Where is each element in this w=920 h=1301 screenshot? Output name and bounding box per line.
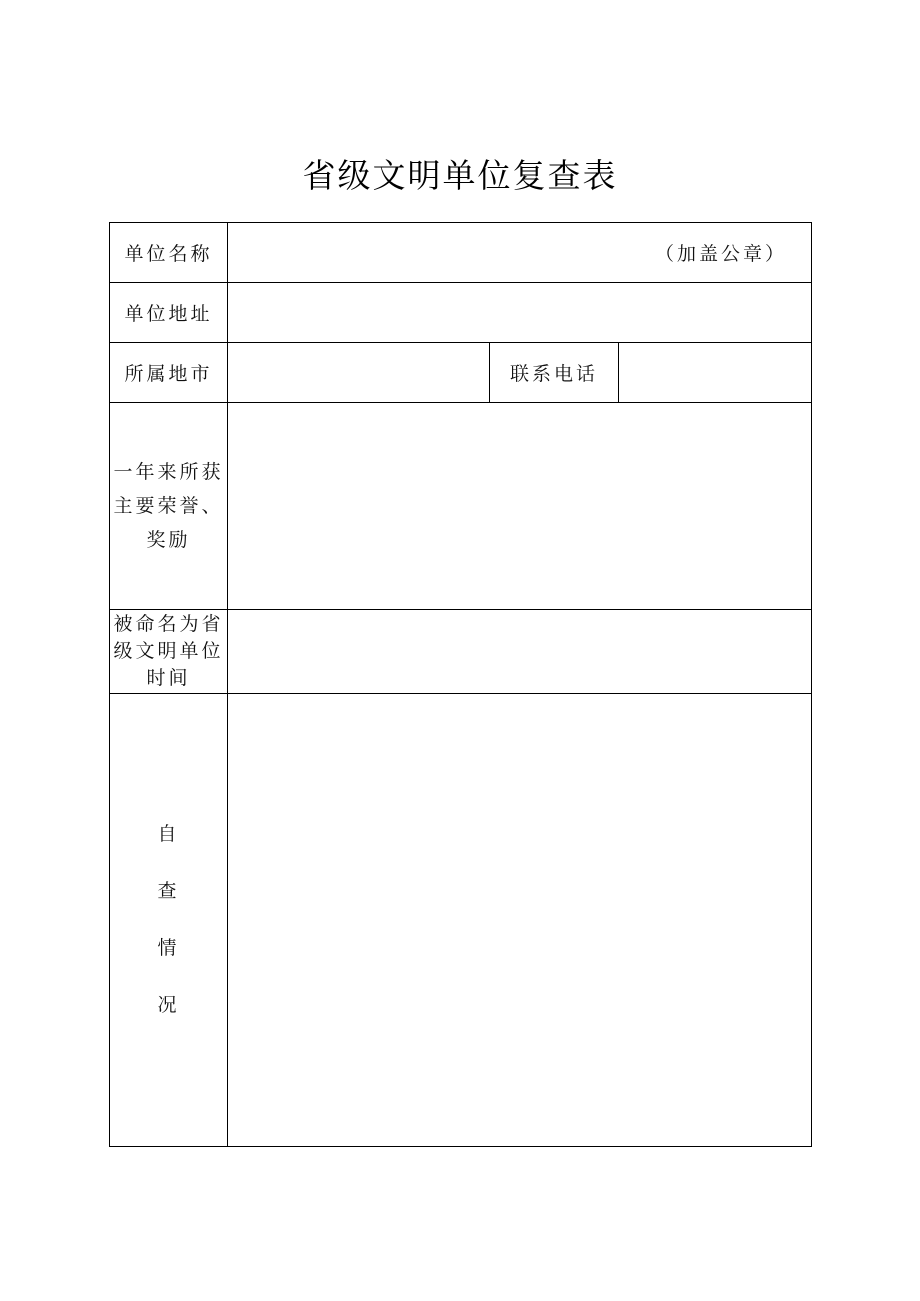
self-check-label	[110, 694, 228, 1147]
unit-address-label: 单位地址	[110, 283, 228, 343]
unit-address-field[interactable]	[228, 283, 812, 343]
named-time-label-line1: 被命名为省	[113, 613, 224, 635]
named-time-label-line2: 级文明单位	[113, 640, 224, 662]
honors-label	[110, 403, 228, 610]
phone-field[interactable]	[619, 343, 812, 403]
honors-field[interactable]	[228, 403, 812, 610]
city-label: 所属地市	[110, 343, 228, 403]
seal-note: （加盖公章）	[655, 243, 788, 265]
honors-label-line3: 奖励	[146, 529, 191, 551]
self-check-char1: 自	[157, 823, 180, 845]
named-time-label-line3: 时间	[146, 667, 191, 689]
named-time-label	[110, 610, 228, 694]
city-field[interactable]	[228, 343, 490, 403]
self-check-char2: 查	[157, 880, 180, 902]
self-check-char4: 况	[157, 994, 180, 1016]
honors-label-line1: 一年来所获	[113, 461, 224, 483]
named-time-field[interactable]	[228, 610, 812, 694]
self-check-char3: 情	[157, 937, 180, 959]
review-form-table	[109, 222, 812, 1147]
phone-label: 联系电话	[490, 343, 619, 403]
page-title: 省级文明单位复查表	[302, 156, 618, 195]
unit-name-label: 单位名称	[110, 223, 228, 283]
honors-label-line2: 主要荣誉、	[113, 495, 224, 517]
self-check-field[interactable]	[228, 694, 812, 1147]
unit-name-field[interactable]	[228, 223, 812, 283]
